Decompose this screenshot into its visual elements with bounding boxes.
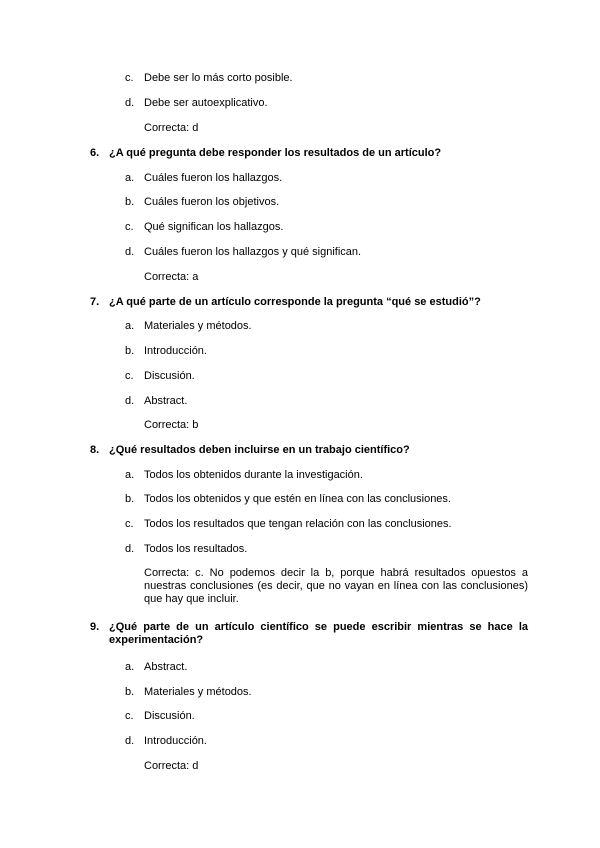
option-letter: b. [125, 345, 135, 357]
option-text: Cuáles fueron los objetivos. [144, 196, 280, 208]
option-text: Debe ser lo más corto posible. [144, 72, 293, 84]
question-text: ¿Qué parte de un artículo científico se puede escribir mientras se hace la experimentación? [109, 621, 528, 646]
option-letter: d. [125, 543, 135, 555]
option-text: Todos los resultados que tengan relación con las conclusiones. [144, 518, 452, 530]
question-number: 9. [90, 621, 100, 633]
option-letter: c. [125, 518, 134, 530]
option-letter: d. [125, 735, 135, 747]
option-text: Discusión. [144, 370, 195, 382]
option-text: Qué significan los hallazgos. [144, 221, 284, 233]
question-number: 8. [90, 444, 100, 456]
option-letter: c. [125, 72, 134, 84]
option-text: Introducción. [144, 345, 207, 357]
option-letter: c. [125, 221, 134, 233]
answer-text: Correcta: d [144, 122, 199, 134]
option-text: Materiales y métodos. [144, 320, 252, 332]
option-text: Abstract. [144, 395, 188, 407]
question-text: ¿A qué parte de un artículo corresponde la pregunta “qué se estudió”? [109, 296, 481, 308]
option-letter: b. [125, 493, 135, 505]
question-number: 6. [90, 147, 100, 159]
answer-text: Correcta: b [144, 419, 199, 431]
option-text: Cuáles fueron los hallazgos y qué significan. [144, 246, 362, 258]
option-text: Debe ser autoexplicativo. [144, 97, 268, 109]
option-letter: d. [125, 97, 135, 109]
option-text: Materiales y métodos. [144, 686, 252, 698]
question-number: 7. [90, 296, 100, 308]
option-text: Todos los obtenidos durante la investigación. [144, 469, 363, 481]
option-text: Introducción. [144, 735, 207, 747]
option-text: Discusión. [144, 710, 195, 722]
option-text: Cuáles fueron los hallazgos. [144, 172, 283, 184]
answer-text: Correcta: c. No podemos decir la b, porque habrá resultados opuestos a nuestras conclusiones (es decir, que no vayan en línea con las conclusiones) que hay que incluir. [144, 567, 528, 605]
option-letter: d. [125, 395, 135, 407]
option-text: Todos los obtenidos y que estén en línea con las conclusiones. [144, 493, 451, 505]
option-letter: b. [125, 196, 135, 208]
option-letter: c. [125, 710, 134, 722]
option-text: Todos los resultados. [144, 543, 248, 555]
question-text: ¿Qué resultados deben incluirse en un trabajo científico? [109, 444, 410, 456]
option-text: Abstract. [144, 661, 188, 673]
option-letter: b. [125, 686, 135, 698]
option-letter: a. [125, 469, 135, 481]
option-letter: a. [125, 320, 135, 332]
option-letter: a. [125, 661, 135, 673]
option-letter: d. [125, 246, 135, 258]
question-text: ¿A qué pregunta debe responder los resultados de un artículo? [109, 147, 442, 159]
option-letter: c. [125, 370, 134, 382]
answer-text: Correcta: a [144, 271, 199, 283]
answer-text: Correcta: d [144, 760, 199, 772]
option-letter: a. [125, 172, 135, 184]
